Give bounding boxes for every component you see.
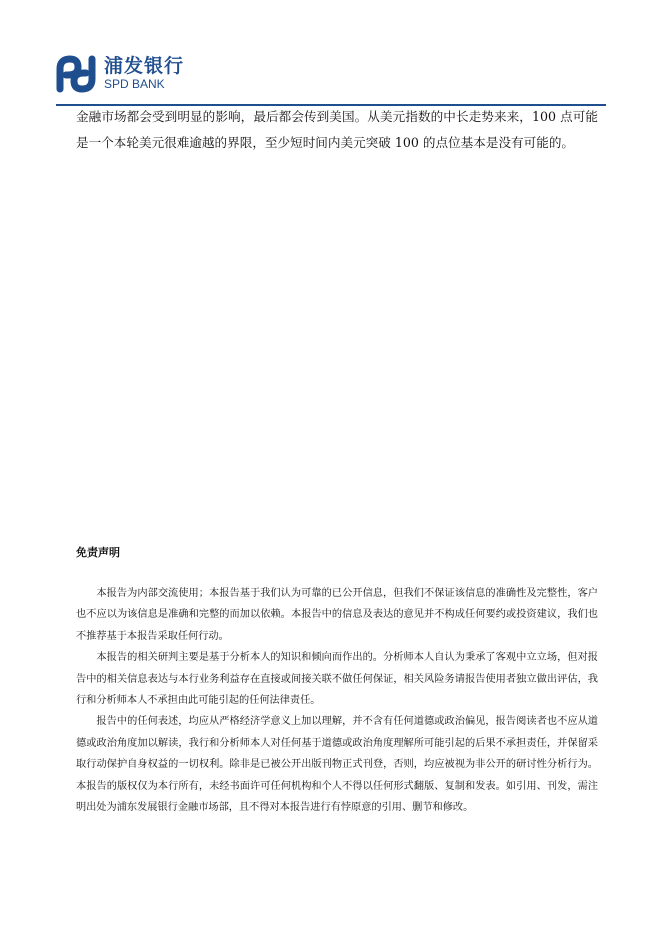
body-paragraph: 金融市场都会受到明显的影响，最后都会传到美国。从美元指数的中长走势来来，100 点可能是一个本轮美元很难逾越的界限，至少短时间内美元突破 100 的点位基本是没有可能的。 bbox=[76, 109, 598, 150]
spd-bank-logo bbox=[56, 55, 206, 103]
brand-name-english: SPD BANK bbox=[104, 77, 165, 91]
disclaimer-paragraph: 本报告的相关研判主要是基于分析本人的知识和倾向而作出的。分析师本人自认为秉承了客观中立立场，但对报告中的相关信息表达与本行业务利益存在直接或间接关联不做任何保证，相关风险务请报告使用者独立做出评估，我行和分析师本人不承担由此可能引起的任何法律责任。 bbox=[76, 652, 598, 707]
brand-name-chinese: 浦发银行 bbox=[104, 55, 185, 77]
page-header bbox=[0, 0, 662, 106]
spd-bank-logo-icon bbox=[56, 55, 96, 93]
disclaimer-paragraph: 报告中的任何表述，均应从严格经济学意义上加以理解，并不含有任何道德或政治偏见，报告阅读者也不应从道德或政治角度加以解读，我行和分析师本人对任何基于道德或政治角度理解所可能引起的后果不承担责任，并保留采取行动保护自身权益的一切权利。除非是已被公开出版刊物正式刊登，否则，均应被视为非公开的研讨性分析行为。本报告的版权仅为本行所有，未经书面许可任何机构和个人不得以任何形式翻版、复制和发表。如引用、刊发，需注明出处为浦东发展银行金融市场部，且不得对本报告进行有悖原意的引用、删节和修改。 bbox=[76, 716, 598, 814]
disclaimer-paragraph: 本报告为内部交流使用；本报告基于我们认为可靠的已公开信息，但我们不保证该信息的准确性及完整性，客户也不应以为该信息是准确和完整的而加以依赖。本报告中的信息及表达的意见并不构成任何要约或投资建议，我们也不推荐基于本报告采取任何行动。 bbox=[76, 588, 598, 642]
disclaimer-section bbox=[76, 583, 598, 818]
disclaimer-title: 免责声明 bbox=[76, 546, 120, 559]
